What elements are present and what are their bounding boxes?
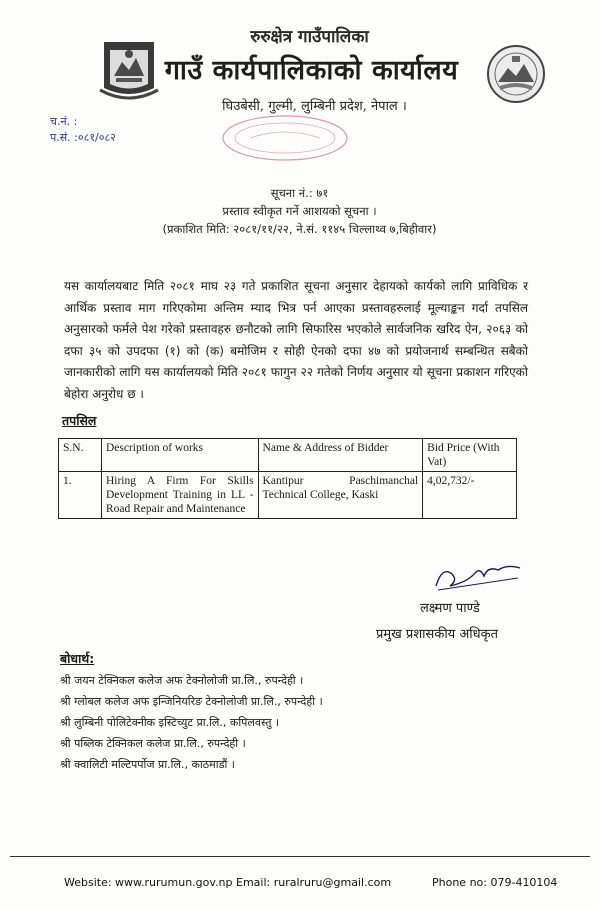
letter-number: च.नं. :: [50, 115, 78, 128]
notice-body: यस कार्यालयबाट मिति २०८१ माघ २३ गते प्रकाशित सूचना अनुसार देहायको कार्यको लागि प्राविधिक र आर्थिक प्रस्ताव माग गरिएकोमा अन्तिम म्याद भित्र पर्न आएका प्रस्तावहरुलाई मूल्याङ्कन गर्दा तपसिल अनुसारको फर्मले पेश गरेको प्रस्तावहरु छनौटको लागि सिफारिस भएकोले सार्वजनिक खरिद ऐन, २०६३ को दफा ३५ को उपदफा (१) को (क) बमोजिम र सोही ऐनको दफा ४७ को प्रयोजनार्थ सम्बन्धित सबैको जानकारीको लागि यस कार्यालयको मिति २०८१ फागुन २२ गतेको निर्णय अनुसार यो सूचना प्रकाशन गरिएको बेहोरा अनुरोध छ ।: [64, 279, 528, 401]
office-name: गाउँ कार्यपालिकाको कार्यालय: [164, 55, 459, 86]
column-header-sn: S.N.: [59, 439, 102, 472]
cc-heading: बोधार्थ:: [60, 651, 95, 666]
column-header-price: Bid Price (With Vat): [423, 439, 517, 472]
table-header-row: [59, 439, 517, 472]
list-item: श्री लुम्बिनी पोलिटेक्नीक इस्टिच्युट प्रा.लि., कपिलवस्तु ।: [60, 716, 280, 729]
footer-phone: Phone no: 079-410104: [432, 876, 558, 889]
office-address: घिउबेसी, गुल्मी, लुम्बिनी प्रदेश, नेपाल ।: [222, 99, 407, 114]
column-header-description: Description of works: [101, 439, 258, 472]
cell-sn: 1.: [59, 472, 102, 519]
table-row: [59, 472, 517, 519]
column-header-bidder: Name & Address of Bidder: [258, 439, 423, 472]
signatory-name: लक्ष्मण पाण्डे: [420, 601, 480, 616]
schedule-heading: तपसिल: [62, 413, 97, 428]
municipality-name: रुरुक्षेत्र गाउँपालिका: [250, 27, 369, 47]
list-item: श्री पब्लिक टेक्निकल कलेज प्रा.लि., रुपन्देही ।: [60, 737, 246, 750]
footer-website: Website: www.rurumun.gov.np: [64, 876, 233, 889]
signatory-title: प्रमुख प्रशासकीय अधिकृत: [376, 627, 499, 642]
list-item: श्री ग्लोबल कलेज अफ इन्जिनियरिङ टेक्नोलोजी प्रा.लि., रुपन्देही ।: [60, 695, 323, 708]
footer-email: Email: ruralruru@gmail.com: [236, 876, 392, 889]
cell-bidder: Kantipur Paschimanchal Technical College, Kaski: [258, 472, 423, 519]
notice-number: सूचना नं.: ७१: [270, 186, 329, 200]
signature-icon: [428, 556, 528, 598]
fiscal-year: प.सं. :०८१/०८२: [50, 131, 116, 144]
list-item: श्री क्वालिटी मल्टिपर्पोज प्रा.लि., काठमाडौं ।: [60, 758, 235, 771]
bid-table: [58, 438, 517, 519]
notice-title: प्रस्ताव स्वीकृत गर्ने आशयको सूचना ।: [222, 204, 377, 218]
cc-list: [60, 670, 323, 775]
list-item: श्री जयन टेक्निकल कलेज अफ टेक्नोलोजी प्रा.लि., रुपन्देही ।: [60, 674, 304, 687]
cell-price: 4,02,732/-: [423, 472, 517, 519]
notice-published-date: (प्रकाशित मिति: २०८१/११/२२, ने.सं. ११४५ चिल्लाथ्व ७,बिहीवार): [162, 222, 437, 236]
office-stamp-icon: [220, 112, 350, 164]
footer-divider: [10, 856, 590, 857]
cell-description: Hiring A Firm For Skills Development Training in LL -Road Repair and Maintenance: [101, 472, 258, 519]
